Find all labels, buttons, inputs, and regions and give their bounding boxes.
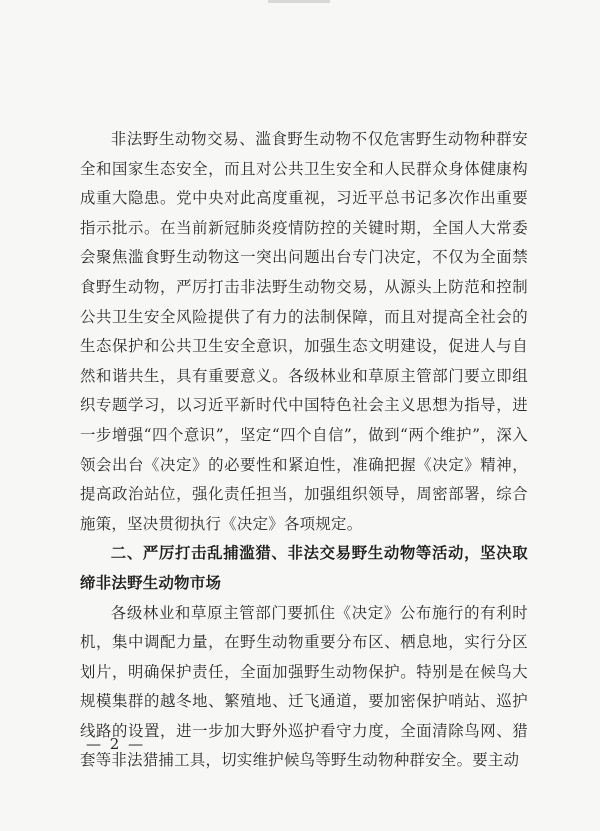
section-heading: 二、严厉打击乱捕滥猎、非法交易野生动物等活动，坚决取缔非法野生动物市场 (80, 544, 528, 592)
document-body (80, 125, 528, 776)
page-number: — 2 — (86, 735, 146, 753)
body-paragraph: 非法野生动物交易、滥食野生动物不仅危害野生动物种群安全和国家生态安全，而且对公共卫生安全和人民群众身体健康构成重大隐患。党中央对此高度重视，习近平总书记多次作出重要指示批示。在当前新冠肺炎疫情防控的关键时期，全国人大常委会聚焦滥食野生动物这一突出问题出台专门决定，不仅为全面禁食野生动物，严厉打击非法野生动物交易，从源头上防范和控制公共卫生安全风险提供了有力的法制保障，而且对提高全社会的生态保护和公共卫生安全意识，加强生态文明建设，促进人与自然和谐共生，具有重要意义。各级林业和草原主管部门要立即组织专题学习，以习近平新时代中国特色社会主义思想为指导，进一步增强“四个意识”，坚定“四个自信”，做到“两个维护”，深入领会出台《决定》的必要性和紧迫性，准确把握《决定》精神，提高政治站位，强化责任担当，加强组织领导，周密部署，综合施策，坚决贯彻执行《决定》各项规定。 (80, 130, 528, 533)
body-paragraph: 各级林业和草原主管部门要抓住《决定》公布施行的有利时机，集中调配力量，在野生动物重要分布区、栖息地，实行分区划片，明确保护责任，全面加强野生动物保护。特别是在候鸟大规模集群的越冬地、繁殖地、迁飞通道，要加密保护哨站、巡护线路的设置，进一步加大野外巡护看守力度，全面清除鸟网、猎套等非法猎捕工具，切实维护候鸟等野生动物种群安全。要主动 (80, 603, 528, 770)
scan-edge-mark (268, 0, 330, 3)
